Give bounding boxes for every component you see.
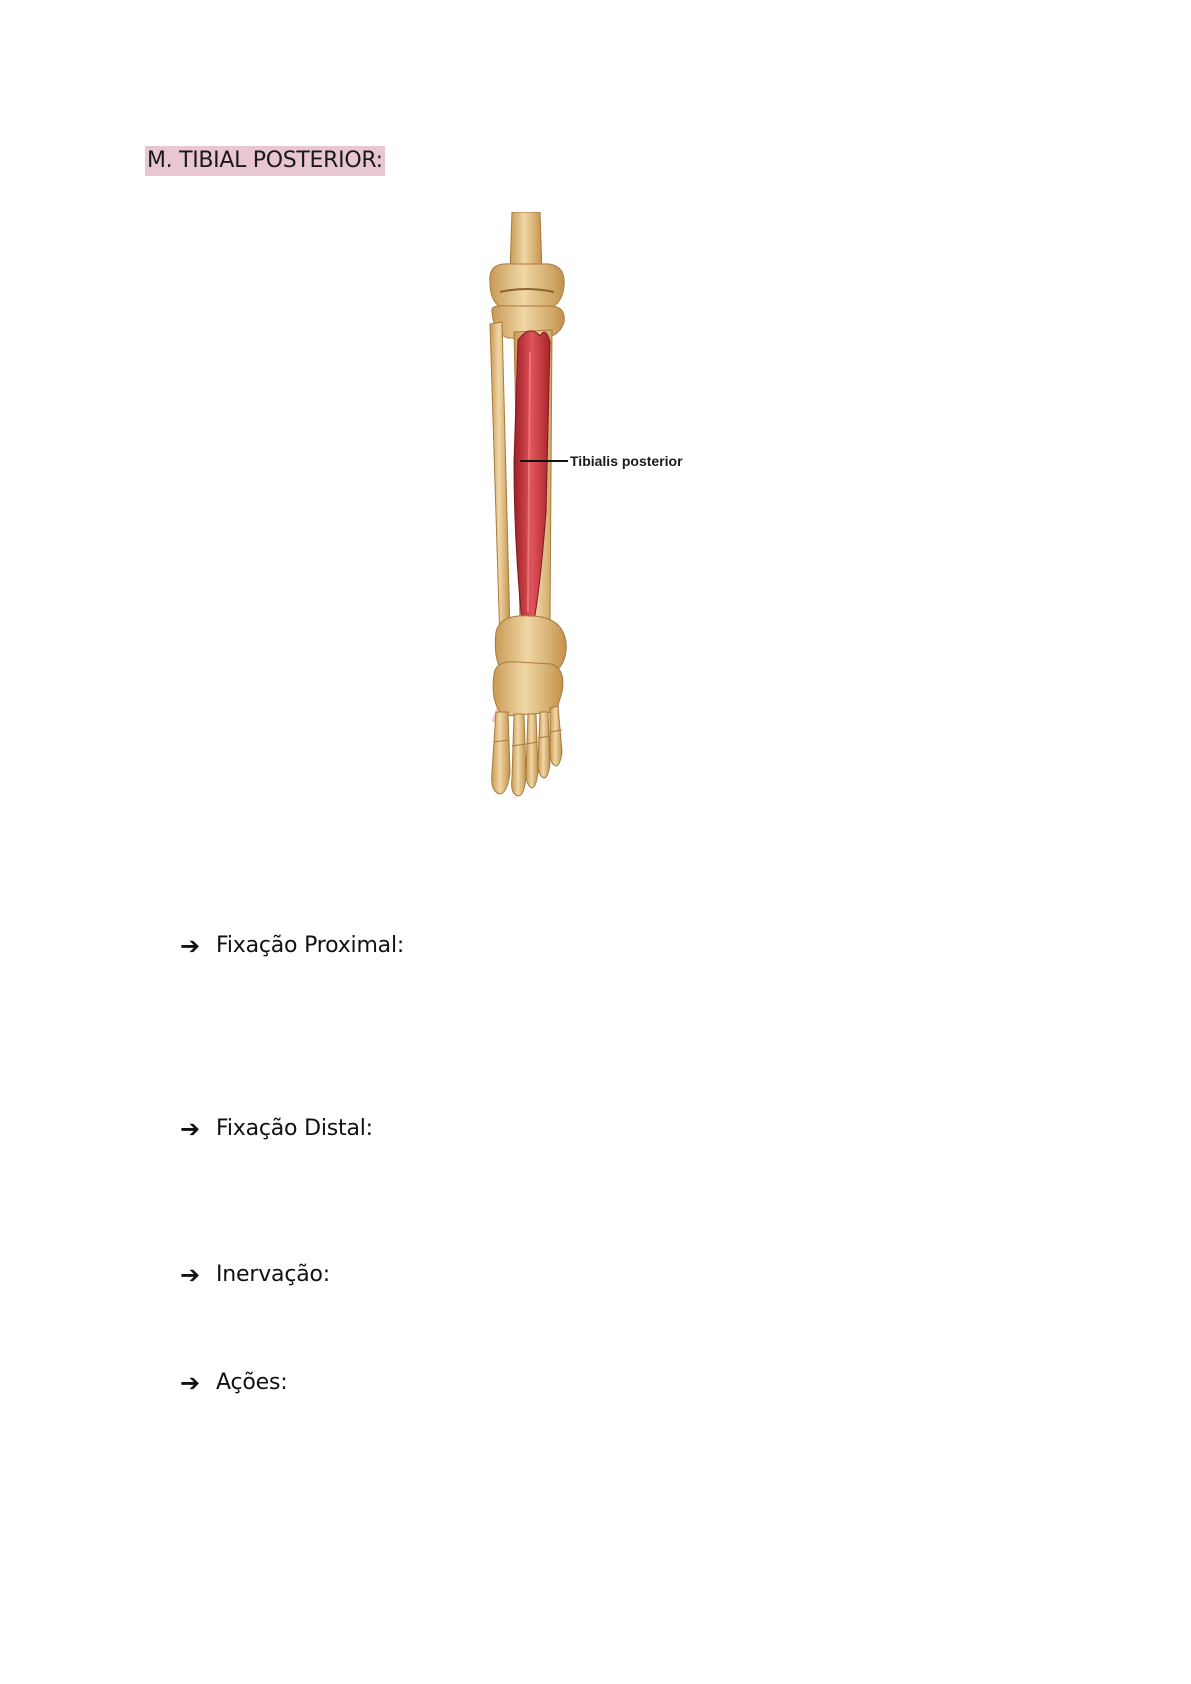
fibula-bone [490,322,510,642]
page-title: M. TIBIAL POSTERIOR: [145,146,385,176]
anatomy-figure [470,212,770,832]
figure-label: Tibialis posterior [570,453,683,469]
arrow-icon: ➔ [180,1115,200,1143]
field-proximal-fixation [180,930,404,962]
field-distal-fixation [180,1113,373,1145]
arrow-icon: ➔ [180,932,200,960]
field-label: Ações: [216,1370,288,1395]
arrow-icon: ➔ [180,1369,200,1397]
field-label: Fixação Distal: [216,1116,373,1141]
femur-bone [510,212,542,272]
field-label: Inervação: [216,1262,330,1287]
toe-bones [492,706,562,796]
knee-joint [490,264,564,310]
field-label: Fixação Proximal: [216,933,405,958]
field-actions [180,1367,287,1399]
leg-bones-illustration [470,212,770,832]
field-innervation [180,1259,330,1291]
arrow-icon: ➔ [180,1261,200,1289]
